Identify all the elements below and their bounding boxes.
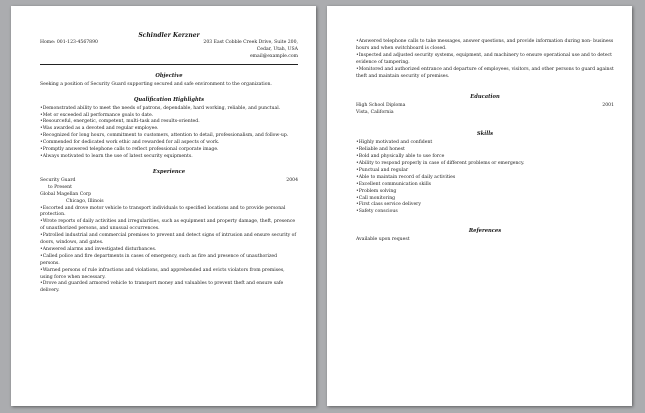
page-2-content: [356, 39, 614, 244]
list-item: •Resourceful, energetic, competent, multi-task and results-oriented.: [40, 119, 200, 125]
list-item: •Reliable and honest: [356, 147, 405, 153]
references-text: Available upon request: [356, 237, 410, 243]
list-item: •Problem solving: [356, 188, 397, 194]
job-title: Security Guard: [40, 177, 76, 183]
experience-heading: Experience: [152, 168, 186, 175]
list-item: •Bold and physically able to use force: [356, 154, 445, 160]
experience-continued-list: [356, 39, 614, 80]
page-1-content: [40, 32, 298, 295]
list-item: •Warned persons of rule infractions and violations, and apprehended and evicts violators from premises, using force when necessary.: [40, 267, 285, 280]
list-item: •Highly motivated and confident: [356, 140, 433, 146]
education-year: 2001: [602, 103, 614, 109]
email: email@example.com: [249, 53, 298, 59]
list-item: •Escorted and drove motor vehicle to transport individuals to specified locations and to provide personal protection.: [40, 205, 286, 218]
list-item: •Wrote reports of daily activities and irregularities, such as equipment and property damage, theft, presence of unauthorized persons, and unusual occurrences.: [40, 219, 296, 232]
objective-heading: Objective: [155, 72, 183, 79]
list-item: •Was awarded as a devoted and regular employee.: [40, 126, 159, 132]
education-degree: High School Diploma: [356, 103, 406, 109]
job-year: 2004: [286, 177, 298, 183]
skills-list: [356, 140, 614, 216]
list-item: •Excellent communication skills: [356, 181, 432, 187]
list-item: •Able to maintain record of daily activities: [356, 174, 456, 180]
list-item: •Commended for dedicated work ethic and rewarded for all aspects of work.: [40, 140, 220, 146]
job-company: Global Magellan Corp: [40, 191, 92, 197]
list-item: •Safety conscious: [356, 209, 398, 215]
resume-name: Schindler Kerzner: [138, 32, 200, 39]
list-item: •Recognized for long hours, commitment to customers, attention to detail, professionalism, and follow-up.: [40, 133, 289, 139]
qualifications-list: [40, 106, 298, 161]
contact-row: [40, 40, 298, 47]
education-location: Vista, California: [356, 110, 394, 116]
list-item: •Monitored and authorized entrance and departure of employees, visitors, and other persons to guard against theft and maintain security of premises.: [356, 66, 614, 79]
qualifications-heading: Qualification Highlights: [133, 96, 205, 103]
list-item: •Demonstrated ability to meet the needs of patrons, dependable, hard working, reliable, and punctual.: [40, 105, 281, 111]
education-row: [356, 103, 614, 110]
list-item: •Called police and fire departments in cases of emergency, such as fire and presence of unauthorized persons.: [40, 253, 278, 266]
list-item: •Answered alarms and investigated disturbances.: [40, 246, 157, 252]
header-divider: [40, 64, 298, 65]
job-title-row: [40, 178, 298, 185]
skills-heading: Skills: [476, 131, 494, 138]
address-line-2: Cedar, Utah, USA: [256, 46, 298, 52]
home-phone: Home: 001-123-4567890: [40, 40, 98, 45]
list-item: •Inspected and adjusted security systems, equipment, and machinery to ensure operational use and to detect evidence of tampering.: [356, 52, 612, 65]
list-item: •Ability to respond properly in case of different problems or emergency.: [356, 160, 525, 166]
page-1: [11, 6, 316, 406]
list-item: •Always motivated to learn the use of latest security equipments.: [40, 153, 193, 159]
references-heading: References: [468, 228, 502, 235]
list-item: •Patrolled industrial and commercial premises to prevent and detect signs of intrusion and ensure security of doors, windows, and gates.: [40, 233, 297, 246]
list-item: •Punctual and regular: [356, 167, 409, 173]
job-to-present: to Present: [48, 184, 72, 190]
list-item: •Answered telephone calls to take messages, answer questions, and provide information during non- business hours and when switchboard is closed.: [356, 39, 614, 51]
list-item: •Drove and guarded armored vehicle to transport money and valuables to prevent theft and ensure safe delivery.: [40, 281, 284, 294]
experience-list: [40, 206, 298, 296]
page-2: [327, 6, 632, 406]
job-location: Chicago, Illinois: [66, 198, 104, 204]
address-line-1: 203 East Cobble Creek Drive, Suite 200,: [203, 40, 298, 45]
list-item: •Promptly answered telephone calls to reflect professional corporate image.: [40, 147, 219, 153]
list-item: •Call monitoring: [356, 195, 396, 201]
list-item: •First class service delivery: [356, 202, 421, 208]
list-item: •Met or exceeded all performance goals to date.: [40, 112, 154, 118]
education-heading: Education: [470, 94, 500, 101]
objective-text: Seeking a position of Security Guard supporting secured and safe environment to the organization.: [40, 81, 272, 87]
